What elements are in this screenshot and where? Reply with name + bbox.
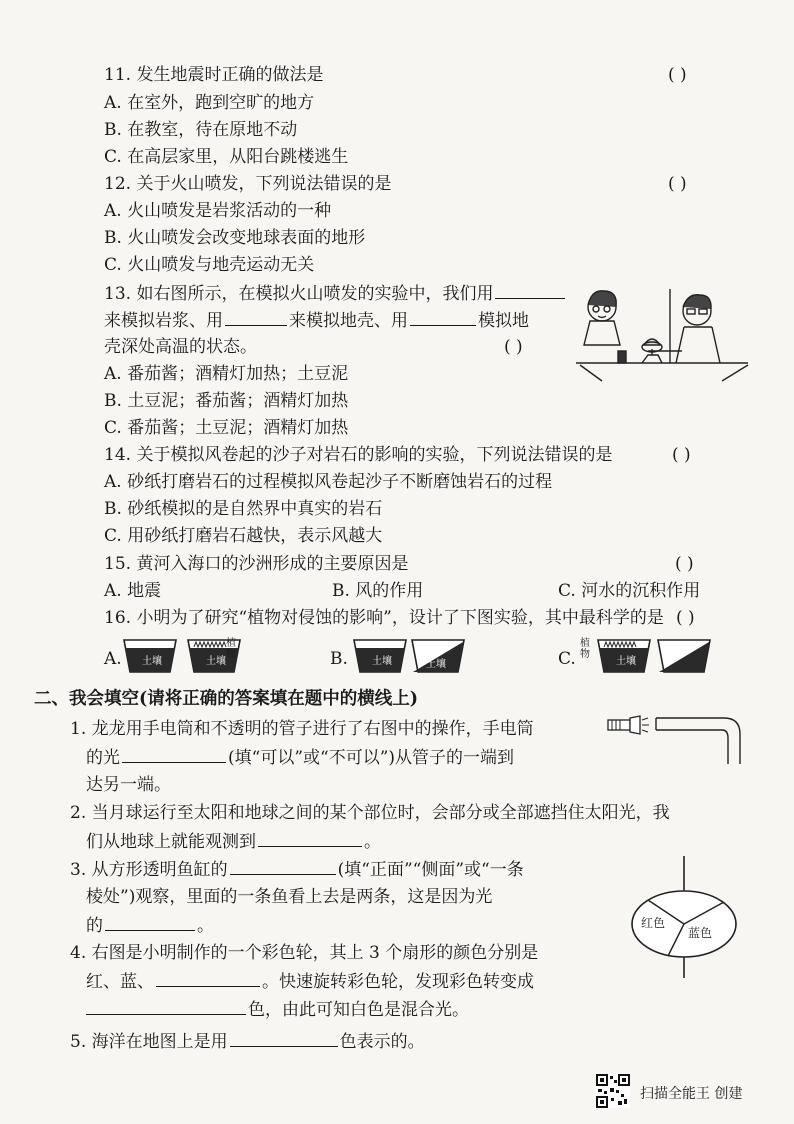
q11-option-a: A. 在室外，跑到空旷的地方 bbox=[104, 93, 315, 113]
q14-option-c: C. 用砂纸打磨岩石越快，表示风越大 bbox=[104, 526, 383, 546]
q13-option-b: B. 土豆泥；番茄酱；酒精灯加热 bbox=[104, 391, 349, 411]
q13-blank-2[interactable] bbox=[225, 309, 287, 326]
q12-answer-paren[interactable]: ( ) bbox=[668, 174, 687, 194]
q13-option-c: C. 番茄酱；土豆泥；酒精灯加热 bbox=[104, 418, 349, 438]
q16-b-soil-label-2: 土壤 bbox=[426, 659, 446, 670]
fill-5-blank[interactable] bbox=[230, 1030, 338, 1047]
q16-stem: 16. 小明为了研究“植物对侵蚀的影响”，设计了下图实验，其中最科学的是 bbox=[104, 608, 664, 628]
q15-option-c: C. 河水的沉积作用 bbox=[558, 581, 701, 601]
fill-4-blank-2[interactable] bbox=[86, 998, 246, 1015]
q16-c-soil-label-1: 土壤 bbox=[616, 656, 636, 667]
fill-1-blank[interactable] bbox=[122, 746, 226, 763]
fill-2-blank[interactable] bbox=[258, 830, 362, 847]
q16-option-b[interactable]: B. bbox=[330, 649, 348, 669]
q13-option-a: A. 番茄酱；酒精灯加热；土豆泥 bbox=[104, 364, 349, 384]
q16-option-c[interactable]: C. bbox=[558, 649, 576, 669]
q13-blank-3[interactable] bbox=[410, 309, 476, 326]
q14-option-b: B. 砂纸模拟的是自然界中真实的岩石 bbox=[104, 499, 383, 519]
fill-1-line3: 达另一端。 bbox=[86, 775, 171, 795]
fill-3-line1: 3. 从方形透明鱼缸的 (填“正面”“侧面”或“一条 bbox=[70, 860, 524, 880]
q14-option-a: A. 砂纸打磨岩石的过程模拟风卷起沙子不断磨蚀岩石的过程 bbox=[104, 472, 553, 492]
q13-answer-paren[interactable]: ( ) bbox=[504, 337, 523, 357]
section2-heading: 二、我会填空(请将正确的答案填在题中的横线上) bbox=[34, 689, 419, 709]
fill-1-line1: 1. 龙龙用手电筒和不透明的管子进行了右图中的操作，手电筒 bbox=[70, 719, 534, 739]
footer-text: 扫描全能王 创建 bbox=[640, 1086, 743, 1102]
q16-option-c-tray-2 bbox=[656, 638, 712, 674]
q11-option-c: C. 在高层家里，从阳台跳楼逃生 bbox=[104, 147, 349, 167]
q15-answer-paren[interactable]: ( ) bbox=[675, 554, 694, 574]
q14-answer-paren[interactable]: ( ) bbox=[672, 445, 691, 465]
q13-stem-line3: 壳深处高温的状态。 bbox=[104, 337, 257, 357]
q16-a-soil-label-1: 土壤 bbox=[142, 656, 162, 667]
q16-a-soil-label-2: 土壤 bbox=[206, 656, 226, 667]
wheel-label-red: 红色 bbox=[641, 916, 666, 930]
flashlight-icon bbox=[608, 716, 649, 734]
q12-option-b: B. 火山喷发会改变地球表面的地形 bbox=[104, 228, 366, 248]
fill-3-line2: 棱处”)观察，里面的一条鱼看上去是两条，这是因为光 bbox=[86, 887, 493, 907]
q16-option-a[interactable]: A. bbox=[104, 649, 122, 669]
q12-option-c: C. 火山喷发与地壳运动无关 bbox=[104, 255, 315, 275]
fill-4-line3: 色，由此可知白色是混合光。 bbox=[86, 998, 469, 1021]
q15-option-a: A. 地震 bbox=[104, 581, 162, 601]
fill-2-line2: 们从地球上就能观测到 。 bbox=[86, 832, 381, 852]
fill-4-line1: 4. 右图是小明制作的一个彩色轮，其上 3 个扇形的颜色分别是 bbox=[70, 943, 539, 963]
q11-stem: 11. 发生地震时正确的做法是 bbox=[104, 65, 324, 85]
q15-option-b: B. 风的作用 bbox=[332, 581, 424, 601]
q13-stem-line1: 13. 如右图所示，在模拟火山喷发的实验中，我们用 bbox=[104, 282, 567, 305]
flashlight-tube-illustration bbox=[604, 710, 744, 766]
fill-3-blank-1[interactable] bbox=[230, 858, 336, 875]
fill-2-line1: 2. 当月球运行至太阳和地球之间的某个部位时，会部分或全部遮挡住太阳光，我 bbox=[70, 803, 670, 823]
q13-stem-line2: 来模拟岩浆、用 来模拟地壳、用 模拟地 bbox=[104, 311, 529, 331]
q11-option-b: B. 在教室，待在原地不动 bbox=[104, 120, 298, 140]
q12-option-a: A. 火山喷发是岩浆活动的一种 bbox=[104, 201, 332, 221]
q16-b-soil-label-1: 土壤 bbox=[372, 656, 392, 667]
fill-4-line2: 红、蓝、 。快速旋转彩色轮，发现彩色转变成 bbox=[86, 972, 534, 992]
fill-5-line1: 5. 海洋在地图上是用 色表示的。 bbox=[70, 1032, 425, 1052]
q14-stem: 14. 关于模拟风卷起的沙子对岩石的影响的实验，下列说法错误的是 bbox=[104, 445, 613, 465]
fill-4-blank-1[interactable] bbox=[156, 970, 260, 987]
fill-1-line2: 的光 (填“可以”或“不可以”)从管子的一端到 bbox=[86, 748, 515, 768]
q16-c-plant-label: 植物 bbox=[580, 638, 590, 660]
q12-stem: 12. 关于火山喷发，下列说法错误的是 bbox=[104, 174, 392, 194]
q11-answer-paren[interactable]: ( ) bbox=[668, 65, 687, 85]
q16-answer-paren[interactable]: ( ) bbox=[676, 608, 695, 628]
q16-a-plant-label: 植物 bbox=[226, 638, 236, 660]
q15-stem: 15. 黄河入海口的沙洲形成的主要原因是 bbox=[104, 554, 409, 574]
fill-3-line3: 的 。 bbox=[86, 916, 214, 936]
qr-code-icon bbox=[596, 1074, 630, 1108]
fill-3-blank-2[interactable] bbox=[105, 914, 195, 931]
volcano-experiment-illustration bbox=[572, 285, 752, 385]
q13-blank-1[interactable] bbox=[495, 282, 565, 299]
wheel-label-blue: 蓝色 bbox=[688, 926, 713, 940]
